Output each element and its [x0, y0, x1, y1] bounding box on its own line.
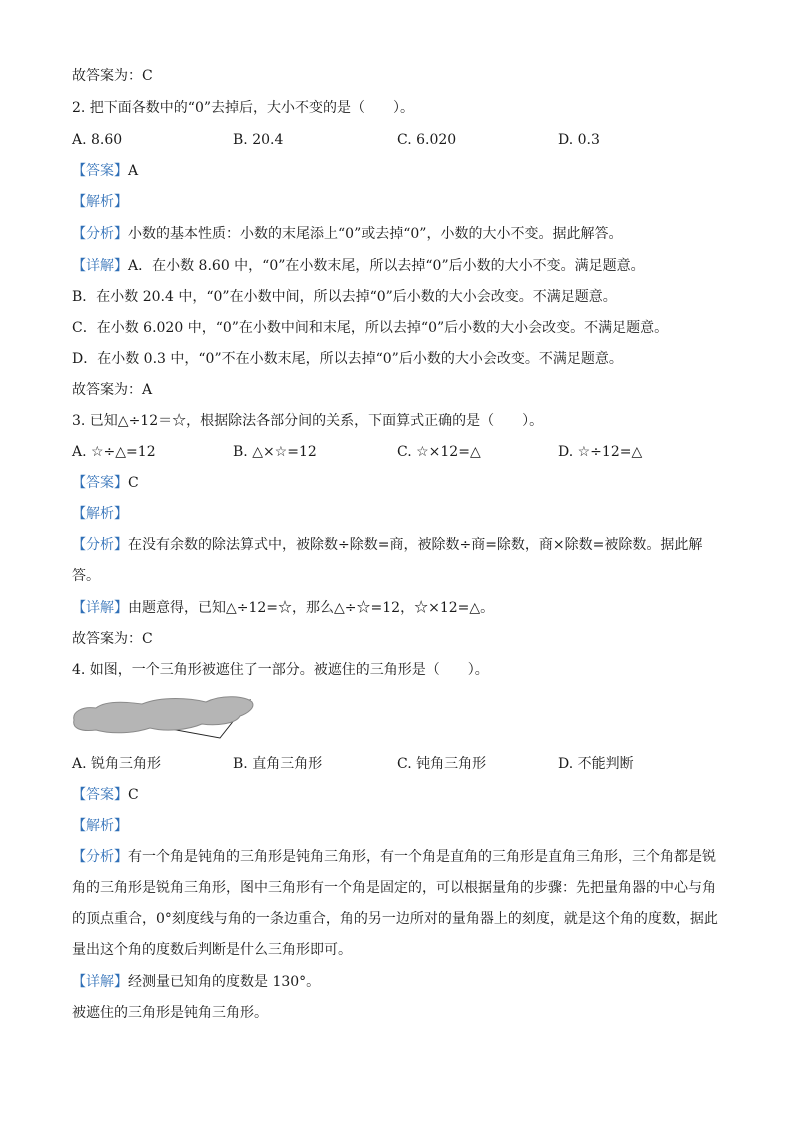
answer-tag: 【答案】: [72, 475, 128, 491]
q3-option-c: C. ☆×12=△: [397, 444, 481, 460]
q2-detail-c: C．在小数 6.020 中，“0”在小数中间和末尾，所以去掉“0”后小数的大小会改变。不满足题意。: [72, 320, 669, 336]
xiangjie-tag: 【详解】: [72, 258, 128, 274]
covered-triangle-figure: [70, 690, 256, 740]
q2-xiangjie: [72, 256, 645, 276]
answer-tag: 【答案】: [72, 787, 128, 803]
q4-option-b: B. 直角三角形: [233, 756, 323, 772]
q4-answer: [72, 785, 139, 805]
q3-xiangjie: [72, 598, 494, 618]
q2-answer: [72, 161, 138, 181]
q2-detail-b: B．在小数 20.4 中，“0”在小数中间，所以去掉“0”后小数的大小会改变。不满足题意。: [72, 289, 617, 305]
q2-option-d: D. 0.3: [558, 132, 600, 148]
q4-xiangjie: [72, 972, 320, 992]
fenxi-tag: 【分析】: [72, 849, 128, 865]
q3-option-d: D. ☆÷12=△: [558, 444, 643, 460]
xiangjie-tag: 【详解】: [72, 600, 128, 616]
q3-answer: [72, 473, 139, 493]
q4-question: 4. 如图，一个三角形被遮住了一部分。被遮住的三角形是（ ）。: [72, 662, 489, 678]
q3-question: 3. 已知△÷12＝☆，根据除法各部分间的关系，下面算式正确的是（ ）。: [72, 413, 544, 429]
q4-fenxi: [72, 842, 724, 966]
q3-fenxi: [72, 530, 724, 592]
q3-final-answer: 故答案为：C: [72, 631, 153, 647]
q4-option-d: D. 不能判断: [558, 756, 634, 772]
fenxi-text: 小数的基本性质：小数的末尾添上“0”或去掉“0”，小数的大小不变。据此解答。: [128, 226, 623, 242]
q2-detail-d: D．在小数 0.3 中，“0”不在小数末尾，所以去掉“0”后小数的大小会改变。不满足题意。: [72, 351, 623, 367]
q2-final-answer: 故答案为：A: [72, 382, 153, 398]
answer-tag: 【答案】: [72, 163, 128, 179]
answer-value: A: [128, 163, 139, 179]
q2-option-b: B. 20.4: [233, 132, 284, 148]
q2-option-c: C. 6.020: [397, 132, 457, 148]
answer-value: C: [128, 787, 139, 803]
q4-jiexi-tag: 【解析】: [72, 818, 128, 834]
q3-option-a: A. ☆÷△=12: [72, 444, 156, 460]
fenxi-text: 在没有余数的除法算式中，被除数÷除数=商，被除数÷商=除数，商×除数=被除数。据此解答。: [72, 537, 703, 584]
xiangjie-text: 由题意得，已知△÷12=☆，那么△÷☆=12，☆×12=△。: [128, 600, 495, 616]
fenxi-text: 有一个角是钝角的三角形是钝角三角形，有一个角是直角的三角形是直角三角形，三个角都是锐角的三角形是锐角三角形，图中三角形有一个角是固定的，可以根据量角的步骤：先把量角器的中心与角的顶点重合，0°刻度线与角的一条边重合，角的另一边所对的量角器上的刻度，就是这个角的度数，据此量出这个角的度数后判断是什么三角形即可。: [72, 849, 718, 958]
fenxi-tag: 【分析】: [72, 226, 128, 242]
cover-blob: [74, 697, 253, 733]
answer-value: C: [128, 475, 139, 491]
xiangjie-tag: 【详解】: [72, 974, 128, 990]
q2-option-a: A. 8.60: [72, 132, 123, 148]
q3-jiexi-tag: 【解析】: [72, 506, 128, 522]
q2-fenxi: [72, 224, 622, 244]
xiangjie-text: 经测量已知角的度数是 130°。: [128, 974, 321, 990]
q4-option-c: C. 钝角三角形: [397, 756, 487, 772]
fenxi-tag: 【分析】: [72, 537, 128, 553]
xiangjie-text: A．在小数 8.60 中，“0”在小数末尾，所以去掉“0”后小数的大小不变。满足题意。: [128, 258, 645, 274]
q2-question: 2. 把下面各数中的“0”去掉后，大小不变的是（ ）。: [72, 100, 415, 116]
q4-final-answer: 被遮住的三角形是钝角三角形。: [72, 1005, 268, 1021]
q1-final-answer: 故答案为：C: [72, 68, 153, 84]
q2-jiexi-tag: 【解析】: [72, 194, 128, 210]
q3-option-b: B. △×☆=12: [233, 444, 317, 460]
q4-option-a: A. 锐角三角形: [72, 756, 162, 772]
